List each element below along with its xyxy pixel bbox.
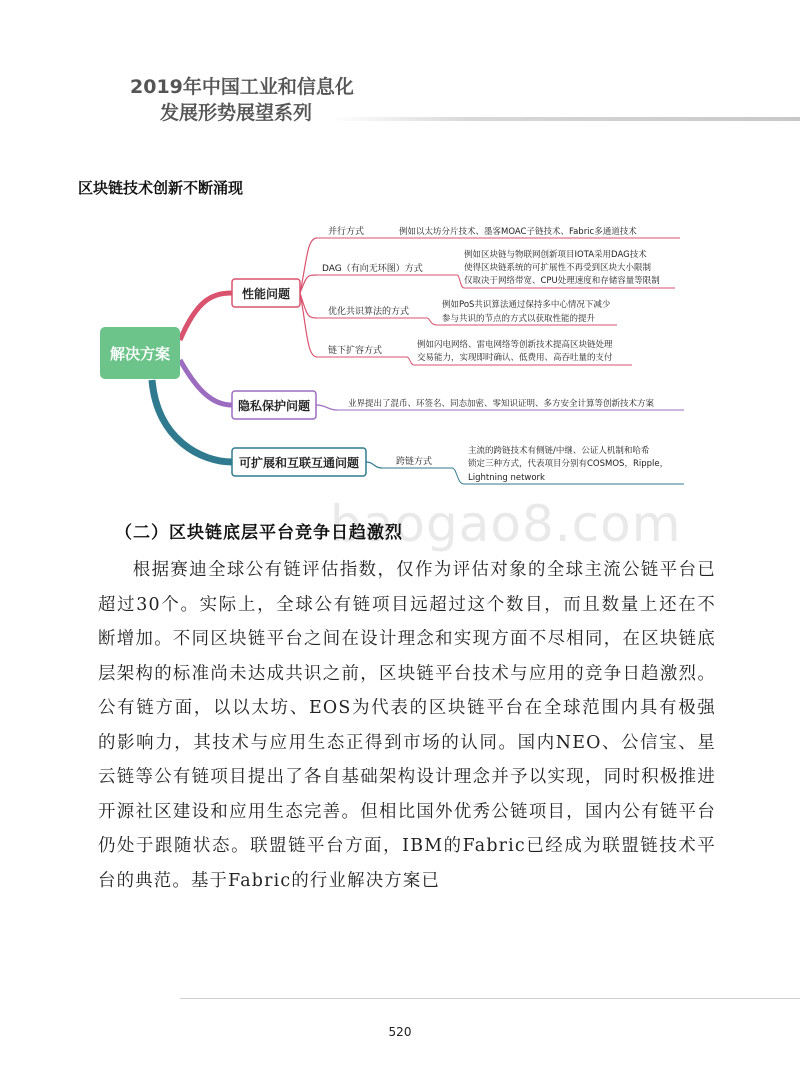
detail-offchain-0: 例如闪电网络、雷电网络等创新技术提高区块链处理	[417, 340, 613, 350]
body-paragraph: 根据赛迪全球公有链评估指数，仅作为评估对象的全球主流公链平台已超过30个。实际上，全球公有链项目远超过这个数目，而且数量上还在不断增加。不同区块链平台之间在设计理念和实现方面不尽相同，在区块链底层架构的标准尚未达成共识之前，区块链平台技术与应用的竞争日趋激烈。公有链方面，以以太坊、EOS为代表的区块链平台在全球范围内具有极强的影响力，其技术与应用生态正得到市场的认同。国内NEO、公信宝、星云链等公有链项目提出了各自基础架构设计理念并予以实现，同时积极推进开源社区建设和应用生态完善。但相比国外优秀公链项目，国内公有链平台仍处于跟随状态。联盟链平台方面，IBM的Fabric已经成为联盟链技术平台的典范。基于Fabric的行业解决方案已	[98, 560, 716, 891]
root-node-label: 解决方案	[109, 345, 171, 363]
page-number: 520	[388, 1025, 412, 1039]
figure-title: 区块链技术创新不断涌现	[78, 179, 244, 197]
branch-label-extension: 可扩展和互联互通问题	[238, 456, 360, 470]
detail-consensus-0: 例如PoS共识算法通过保持多中心情况下减少	[442, 300, 611, 310]
connector-consensus-details	[427, 318, 437, 325]
connector-privacy-details	[316, 405, 337, 410]
detail-crosschain-0: 主流的跨链技术有侧链/中继、公证人机制和哈希	[468, 446, 650, 456]
connector-offchain-details	[407, 357, 414, 365]
header-rule	[330, 117, 800, 121]
sub-label-crosschain: 跨链方式	[396, 457, 433, 467]
detail-offchain-1: 交易能力，实现即时确认、低费用、高吞吐量的支付	[417, 353, 613, 363]
header-title-line1: 2019年中国工业和信息化	[130, 76, 354, 98]
section-heading: （二）区块链底层平台竞争日趋激烈	[115, 523, 403, 543]
connector-root-performance	[180, 293, 232, 340]
sub-label-offchain: 链下扩容方式	[328, 346, 383, 356]
footer-rule	[180, 998, 800, 999]
connector-root-extension	[152, 380, 232, 462]
branch-label-performance: 性能问题	[241, 287, 291, 301]
connector-extension-sub	[366, 462, 382, 468]
sub-label-dag: DAG（有向无环图）方式	[322, 264, 423, 274]
detail-dag-1: 使得区块链系统的可扩展性不再受到区块大小限制	[464, 263, 652, 273]
watermark: baogao8.com	[330, 495, 682, 553]
detail-privacy-0: 业界提出了混币、环签名、同态加密、零知识证明、多方安全计算等创新技术方案	[348, 399, 655, 409]
detail-crosschain-2: Lightning network	[468, 473, 545, 483]
detail-parallel-0: 例如以太坊分片技术、墨客MOAC子链技术、Fabric多通道技术	[399, 227, 637, 237]
detail-crosschain-1: 锁定三种方式，代表项目分别有COSMOS，Ripple，	[468, 459, 669, 469]
detail-dag-2: 仅取决于网络带宽、CPU处理速度和存储容量等限制	[464, 276, 660, 286]
detail-consensus-1: 参与共识的节点的方式以获取性能的提升	[442, 314, 596, 324]
connector-performance-subs	[300, 238, 317, 357]
header-title-line2: 发展形势展望系列	[160, 102, 313, 124]
branch-label-privacy: 隐私保护问题	[237, 399, 311, 413]
sub-label-consensus: 优化共识算法的方式	[328, 307, 410, 317]
connector-crosschain-details	[452, 468, 464, 484]
connector-dag-details	[457, 275, 464, 288]
mindmap-diagram	[92, 210, 702, 495]
connector-root-privacy	[180, 360, 232, 405]
detail-dag-0: 例如区块链与物联网创新项目IOTA采用DAG技术	[464, 250, 647, 260]
sub-label-parallel: 并行方式	[328, 227, 365, 237]
